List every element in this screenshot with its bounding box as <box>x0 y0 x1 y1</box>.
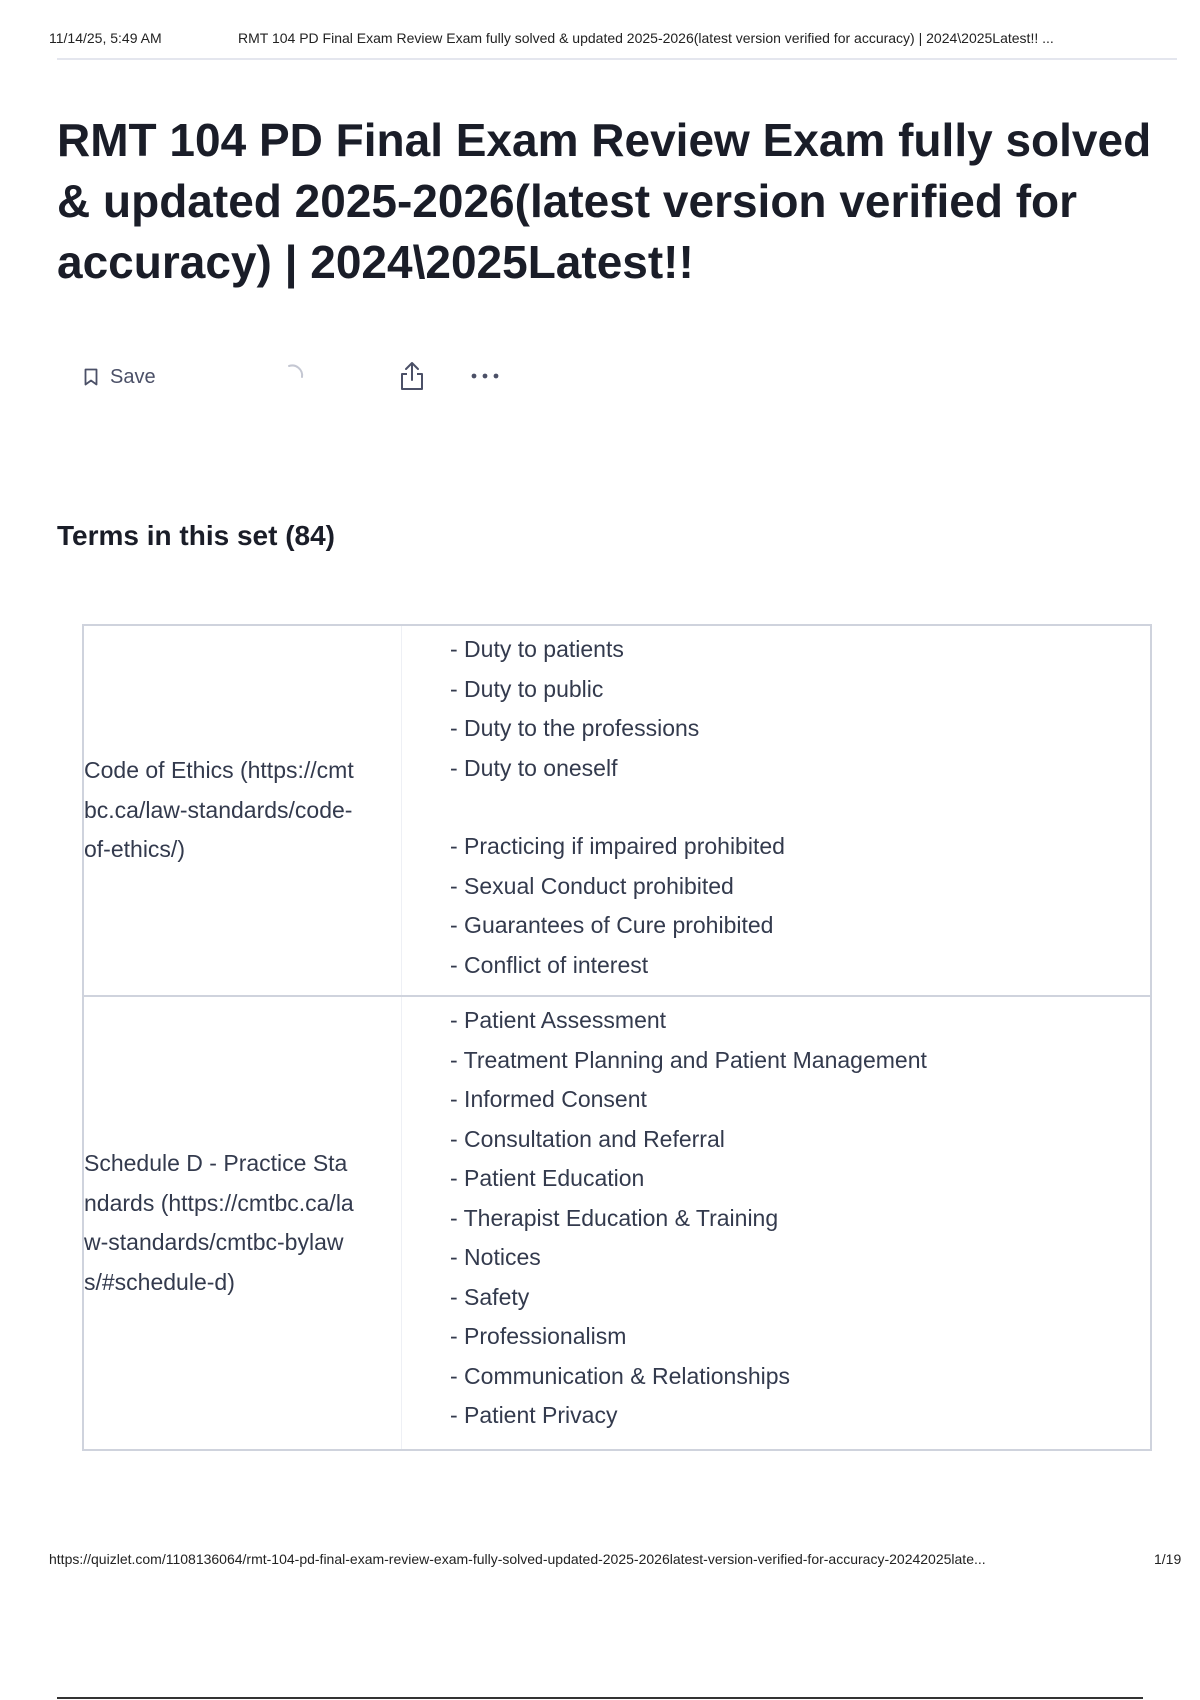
save-label: Save <box>110 365 156 388</box>
loading-spinner-icon <box>280 362 306 388</box>
definition-line: - Communication & Relationships <box>450 1362 791 1389</box>
header-divider <box>57 58 1177 60</box>
page-number: 1/19 <box>1154 1551 1182 1567</box>
definition-line: - Duty to oneself <box>450 754 618 781</box>
definition-line: - Patient Education <box>450 1165 645 1191</box>
term-text: Code of Ethics (https://cmtbc.ca/law-standards/code-of-ethics/) <box>84 757 354 863</box>
definition-line: - Practicing if impaired prohibited <box>450 833 785 859</box>
definition-line: - Duty to patients <box>450 636 624 662</box>
definition-line: - Patient Assessment <box>450 1007 667 1033</box>
definition-line: - Informed Consent <box>450 1086 647 1112</box>
definition-line: - Safety <box>450 1283 530 1310</box>
term-row <box>84 997 1150 1449</box>
page-title: RMT 104 PD Final Exam Review Exam fully solved & updated 2025-2026(latest version verified for accuracy) | 2024\2025Latest!! <box>57 114 1152 288</box>
definition-line: - Treatment Planning and Patient Management <box>450 1046 927 1073</box>
action-bar <box>84 360 524 394</box>
term-cell <box>84 997 402 1449</box>
term-cell <box>84 626 402 995</box>
page-url: https://quizlet.com/1108136064/rmt-104-pd-final-exam-review-exam-fully-solved-updated-2025-2026latest-version-verified-for-accuracy-20242025late... <box>49 1551 986 1567</box>
definition-line: - Consultation and Referral <box>450 1125 725 1152</box>
definition-line: - Duty to the professions <box>450 715 700 741</box>
definition-line: - Patient Privacy <box>450 1402 618 1428</box>
definition-line: - Professionalism <box>450 1323 627 1349</box>
definition-line: - Notices <box>450 1244 541 1270</box>
definition-line: - Duty to public <box>450 675 604 702</box>
save-button[interactable] <box>84 360 156 394</box>
definition-line: - Conflict of interest <box>450 951 649 978</box>
definition-cell <box>402 626 1150 995</box>
terms-table <box>82 624 1152 1451</box>
definition-line: - Therapist Education & Training <box>450 1204 779 1231</box>
term-text: Schedule D - Practice Standards (https://cmtbc.ca/law-standards/cmtbc-bylaws/#schedule-d) <box>84 1150 354 1295</box>
bookmark-icon <box>84 368 98 386</box>
definition-spacer <box>450 788 1150 827</box>
print-datetime: 11/14/25, 5:49 AM <box>49 30 162 46</box>
terms-heading: Terms in this set (84) <box>57 520 336 551</box>
share-icon[interactable] <box>398 360 426 392</box>
term-row <box>84 626 1150 997</box>
definition-line: - Guarantees of Cure prohibited <box>450 912 774 938</box>
definition-line: - Sexual Conduct prohibited <box>450 872 734 899</box>
more-icon[interactable] <box>469 360 501 392</box>
definition-cell <box>402 997 1150 1449</box>
bottom-divider <box>57 1697 1143 1699</box>
print-doc-title: RMT 104 PD Final Exam Review Exam fully solved & updated 2025-2026(latest version verified for accuracy) | 2024\2025Latest!! ... <box>238 30 1054 46</box>
